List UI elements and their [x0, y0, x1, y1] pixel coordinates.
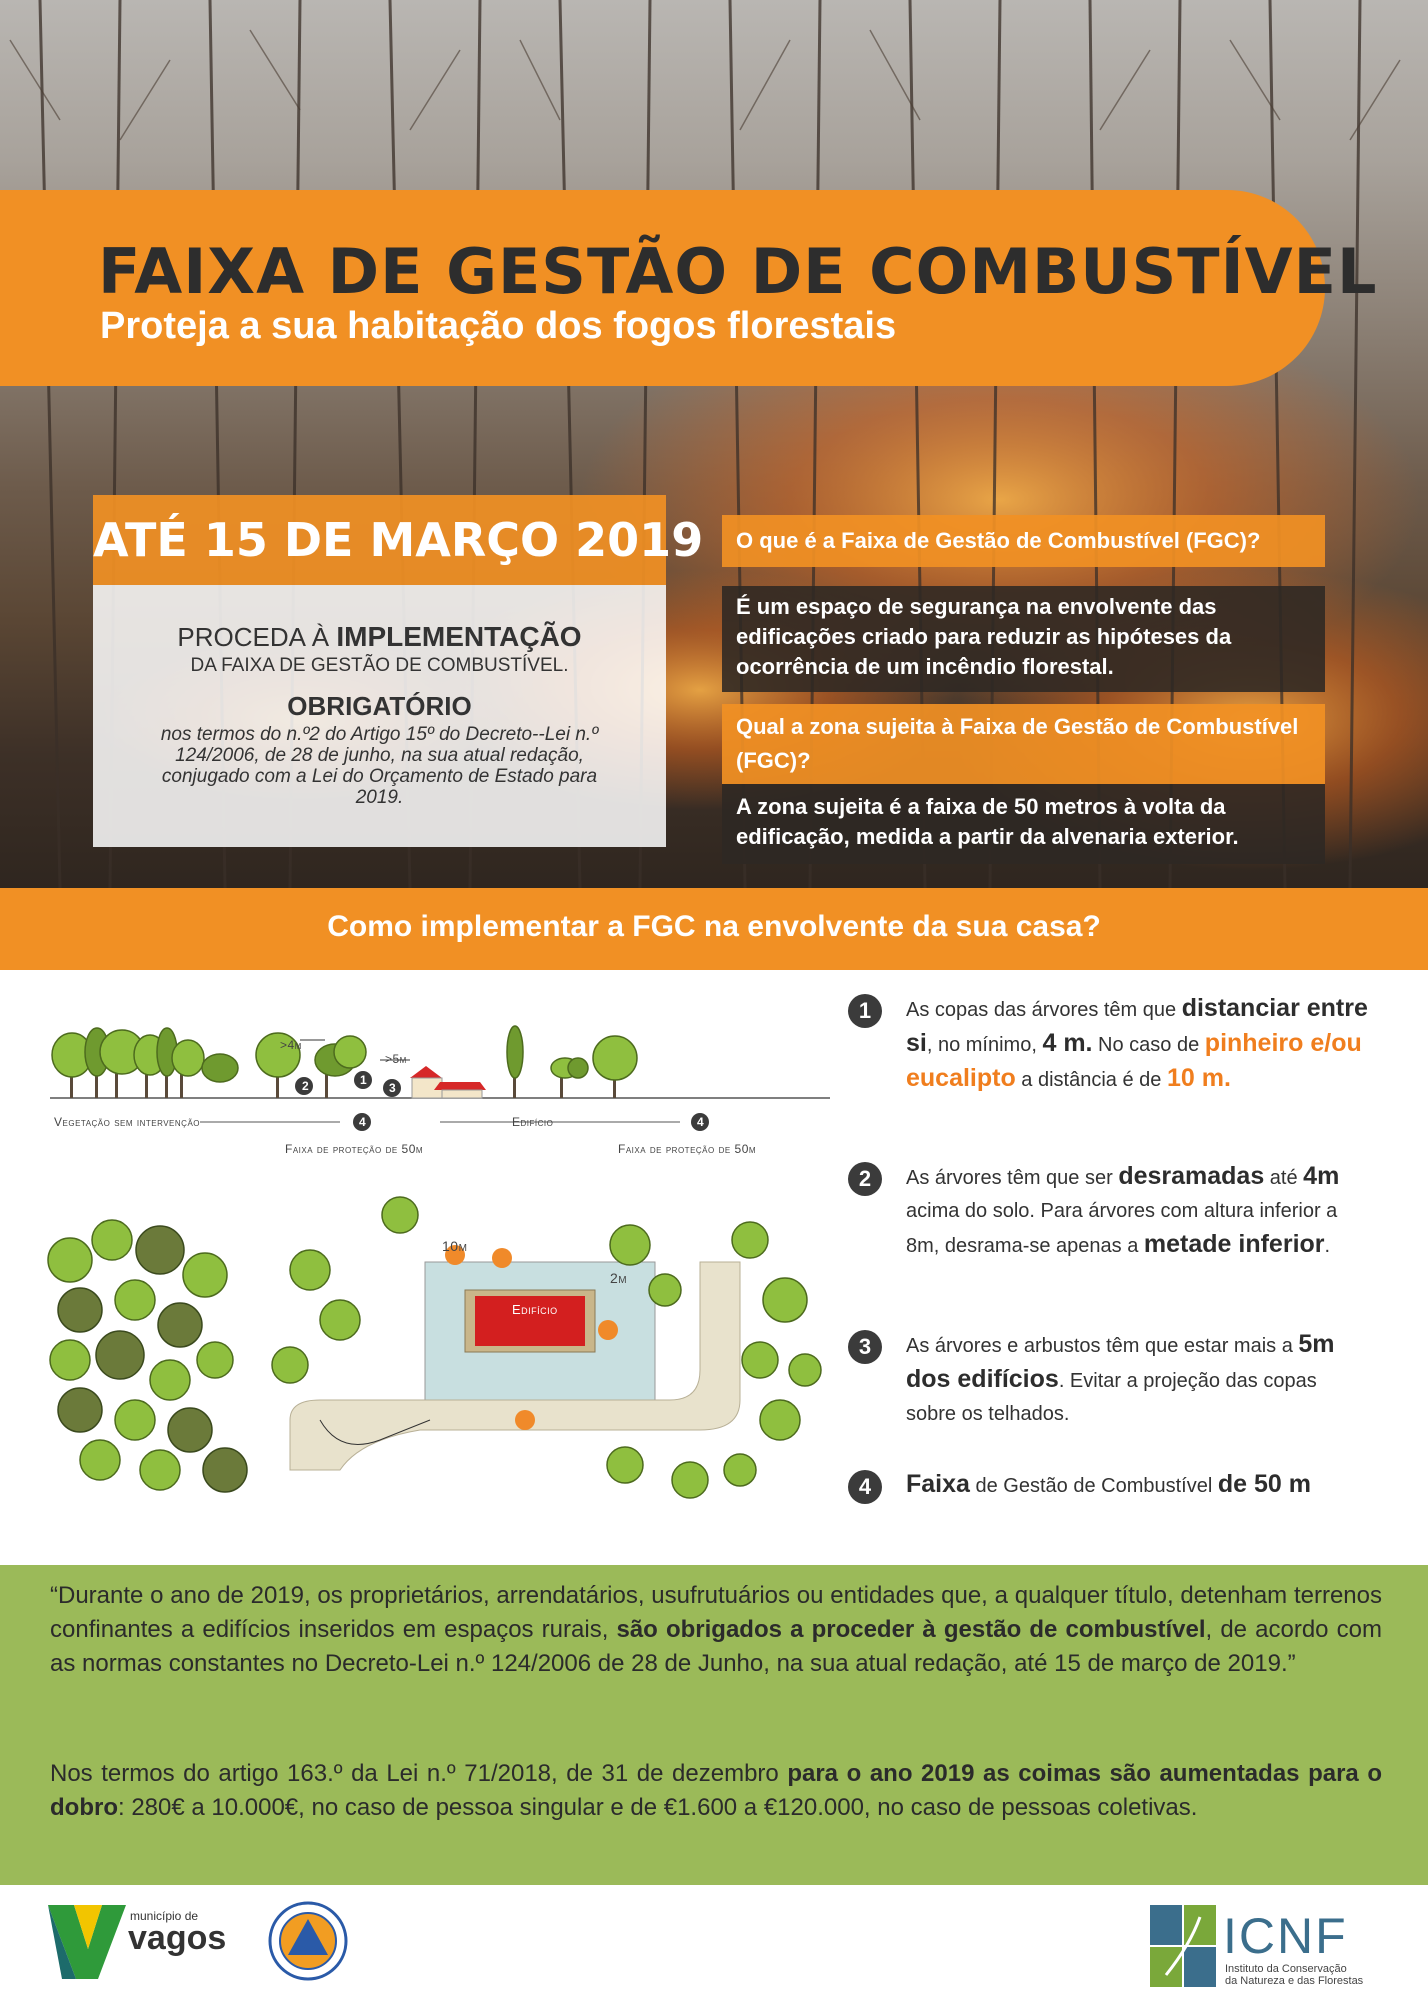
- icnf-label: ICNF: [1223, 1908, 1348, 1964]
- s2-t1: As árvores têm que ser: [906, 1167, 1119, 1189]
- s3-b1: 5m dos edifícios: [906, 1330, 1335, 1393]
- marker-1: 1: [360, 1073, 368, 1087]
- faq-question-1: O que é a Faixa de Gestão de Combustível (FGC)?: [722, 515, 1325, 567]
- s4-b2: de 50 m: [1217, 1470, 1311, 1498]
- label-building-plan: Edifício: [512, 1302, 558, 1317]
- fgc-diagram: [40, 1000, 840, 1500]
- label-strip-right: Faixa de proteção de 50m: [618, 1142, 757, 1156]
- faq-question-2: Qual a zona sujeita à Faixa de Gestão de Combustível (FGC)?: [722, 704, 1325, 784]
- marker-3: 3: [389, 1081, 397, 1095]
- icnf-subtitle: [1225, 1963, 1363, 1987]
- diagram-drawing: [40, 1000, 840, 1500]
- icnf-logo-icon: [1150, 1905, 1216, 1987]
- icnf-sub-2: da Natureza e das Florestas: [1225, 1975, 1364, 1987]
- label-5m: >5m: [385, 1052, 407, 1066]
- mandatory-heading: OBRIGATÓRIO: [287, 691, 472, 721]
- legal-p1-b: são obrigados a proceder à gestão de combustível: [616, 1616, 1206, 1643]
- proceed-prefix: PROCEDA À: [177, 622, 337, 652]
- proceed-line: [93, 621, 666, 653]
- s2-t2: até: [1264, 1167, 1304, 1189]
- icnf-sub-1: Instituto da Conservação: [1225, 1963, 1347, 1975]
- step-number-2: 2: [848, 1162, 882, 1196]
- marker-4-left: 4: [359, 1115, 367, 1129]
- vagos-small-label: município de: [130, 1909, 199, 1923]
- legal-p2-c: : 280€ a 10.000€, no caso de pessoa singular e de €1.600 a €120.000, no caso de pessoas coletivas.: [117, 1794, 1198, 1821]
- s2-b2: 4m: [1303, 1162, 1340, 1190]
- label-10m: 10m: [442, 1238, 468, 1254]
- legal-p1-c: , de acordo com as normas constantes no Decreto-Lei n.º 124/2006 de 28 de Junho, na sua atual redação, até 15 de março de 2019.”: [50, 1616, 1382, 1677]
- s1-b1: distanciar entre si: [906, 994, 1368, 1057]
- faq-answer-2: A zona sujeita é a faixa de 50 metros à volta da edificação, medida a partir da alvenaria exterior.: [722, 784, 1325, 864]
- page-title: FAIXA DE GESTÃO DE COMBUSTÍVEL: [98, 235, 1378, 308]
- civil-protection-seal-icon: [268, 1901, 348, 1981]
- s2-t4: .: [1324, 1235, 1331, 1257]
- step-text-1: [906, 992, 1368, 1097]
- label-4m: >4m: [280, 1038, 302, 1052]
- s1-t3: No caso de: [1092, 1034, 1205, 1056]
- s1-t1: As copas das árvores têm que: [906, 999, 1182, 1021]
- elevation-trees-right: [507, 1026, 637, 1098]
- legal-paragraph-2: [50, 1757, 1382, 1825]
- elevation-building: [410, 1066, 486, 1098]
- footer: [0, 1885, 1428, 2000]
- s3-t1: As árvores e arbustos têm que estar mais a: [906, 1335, 1299, 1357]
- s2-b1: desramadas: [1118, 1162, 1265, 1190]
- step-number-3: 3: [848, 1330, 882, 1364]
- marker-4-right: 4: [697, 1115, 705, 1129]
- s1-b2: 4 m.: [1042, 1029, 1093, 1057]
- step-text-3: [906, 1328, 1368, 1431]
- proceed-sub: DA FAIXA DE GESTÃO DE COMBUSTÍVEL.: [190, 655, 569, 676]
- legal-p1-a: “Durante o ano de 2019, os proprietários, arrendatários, usufrutuários ou entidades que, a qualquer título, detenham terrenos confinantes a edifícios inseridos em espaços rurais,: [50, 1582, 1382, 1643]
- deadline-banner: [93, 495, 704, 585]
- how-to-band: [0, 888, 1428, 970]
- s4-t1: de Gestão de Combustível: [969, 1475, 1218, 1497]
- faq-answer-1: É um espaço de segurança na envolvente das edificações criado para reduzir as hipóteses da ocorrência de um incêndio florestal.: [722, 586, 1325, 692]
- proceed-bold: IMPLEMENTAÇÃO: [336, 621, 582, 652]
- mandatory-text: nos termos do n.º2 do Artigo 15º do Decreto--Lei n.º 124/2006, de 28 de junho, na sua atual redação, conjugado com a Lei do Orçamento de Estado para 2019.: [160, 724, 599, 808]
- s1-o2: 10 m.: [1166, 1064, 1231, 1092]
- label-building: Edifício: [512, 1115, 554, 1129]
- step-number-4: 4: [848, 1470, 882, 1504]
- legal-p2-a: Nos termos do artigo 163.º da Lei n.º 71/2018, de 31 de dezembro: [50, 1760, 788, 1787]
- s2-t3: acima do solo. Para árvores com altura inferior a 8m, desrama-se apenas a: [906, 1200, 1338, 1257]
- vagos-logo-icon: [48, 1905, 126, 1979]
- how-to-heading: Como implementar a FGC na envolvente da sua casa?: [327, 910, 1101, 943]
- step-2: [848, 1160, 1368, 1263]
- marker-2: 2: [302, 1079, 310, 1093]
- legal-p2-b: para o ano 2019 as coimas são aumentadas para o dobro: [50, 1760, 1383, 1821]
- page-subtitle: Proteja a sua habitação dos fogos florestais: [100, 305, 897, 347]
- elevation-trees-left: [52, 1028, 238, 1098]
- deadline-label: ATÉ 15 DE MARÇO 2019: [93, 513, 704, 567]
- label-strip-left: Faixa de proteção de 50m: [285, 1142, 424, 1156]
- elevation-number-markers: [295, 1071, 401, 1097]
- s1-t2: , no mínimo,: [926, 1034, 1043, 1056]
- legal-paragraph-1: [50, 1579, 1382, 1681]
- s4-b1: Faixa: [906, 1470, 970, 1498]
- step-text-4: [906, 1468, 1368, 1503]
- step-1: [848, 992, 1368, 1097]
- s1-t4: a distância é de: [1015, 1069, 1167, 1091]
- s2-b3: metade inferior: [1143, 1230, 1325, 1258]
- label-vegetation: Vegetação sem intervenção: [54, 1115, 201, 1129]
- label-2m: 2m: [610, 1270, 628, 1286]
- step-number-1: 1: [848, 994, 882, 1028]
- vagos-label: vagos: [128, 1919, 227, 1957]
- step-text-2: [906, 1160, 1368, 1263]
- step-4: [848, 1468, 1368, 1503]
- s1-o1: pinheiro e/ou eucalipto: [906, 1029, 1362, 1092]
- implementation-notice: [93, 585, 666, 847]
- legal-section: [0, 1565, 1428, 1885]
- s3-t2: . Evitar a projeção das copas sobre os telhados.: [906, 1370, 1317, 1425]
- step-3: [848, 1328, 1368, 1431]
